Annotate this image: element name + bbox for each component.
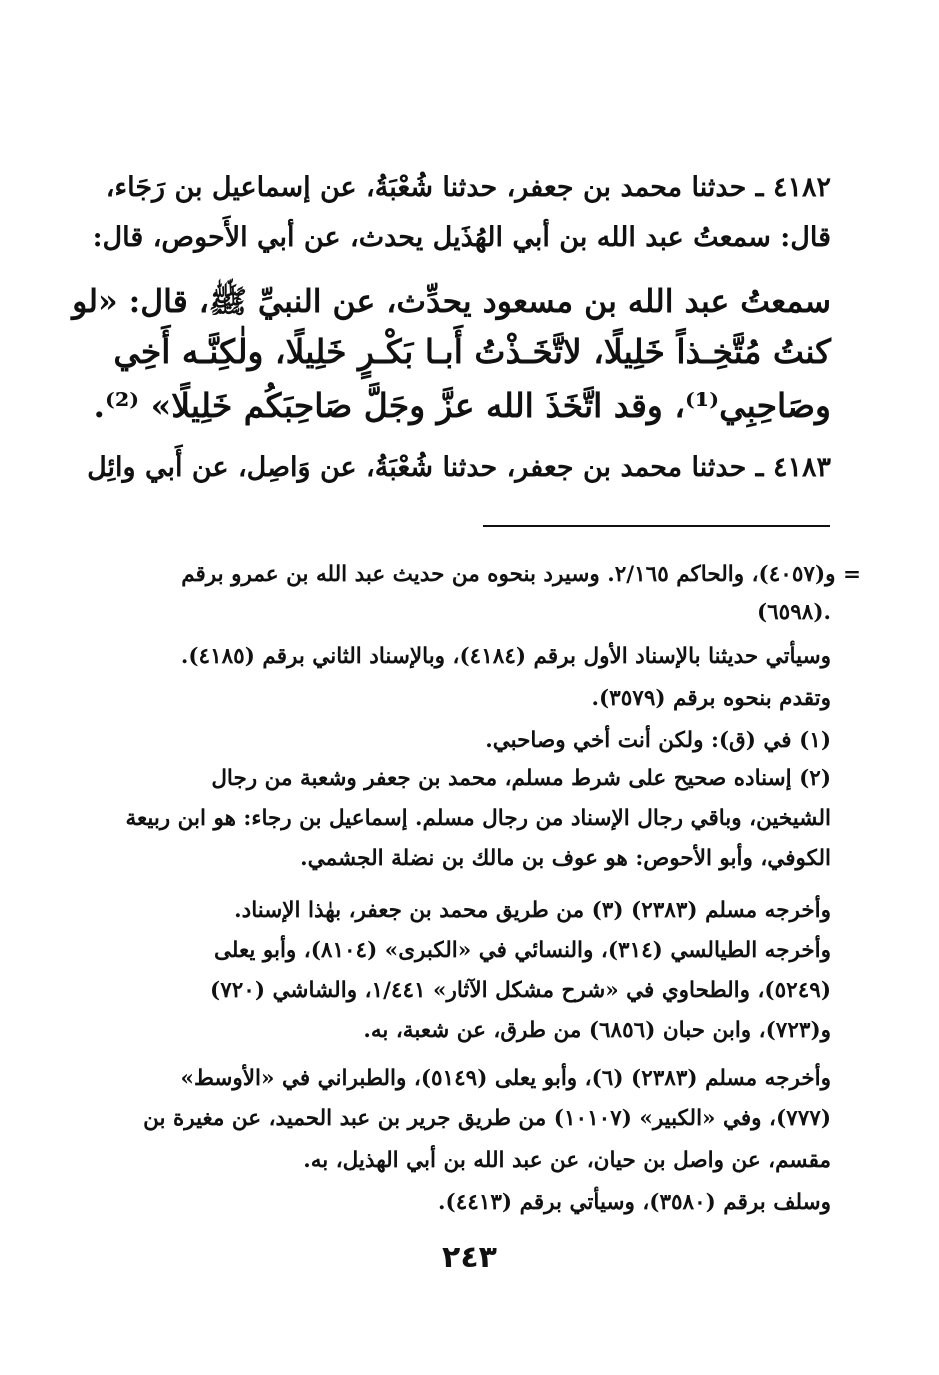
footnote-2: (٢) إسناده صحيح على شرط مسلم، محمد بن جعفر وشعبة من رجال: [211, 766, 831, 791]
hadith-4183-line-1: ٤١٨٣ ـ حدثنا محمد بن جعفر، حدثنا شُعْبَةُ، عن وَاصِل، عن أَبي وائِل: [87, 452, 831, 483]
footnote-line: وسيأتي حديثنا بالإسناد الأول برقم (٤١٨٤)، وبالإسناد الثاني برقم (٤١٨٥).: [180, 644, 831, 669]
footnote-line: وسلف برقم (٣٥٨٠)، وسيأتي برقم (٤٤١٣).: [438, 1190, 831, 1215]
hadith-4182-line-1: ٤١٨٢ ـ حدثنا محمد بن جعفر، حدثنا شُعْبَةُ، عن إسماعيل بن رَجَاء،: [105, 172, 831, 203]
footnote-line: وأخرجه مسلم (٢٣٨٣) (٣) من طريق محمد بن جعفر، بهٰذا الإسناد.: [234, 898, 831, 923]
footnote-line: مقسم، عن واصل بن حيان، عن عبد الله بن أبي الهذيل، به.: [303, 1148, 831, 1173]
footnote-line: وأخرجه مسلم (٢٣٨٣) (٦)، وأبو يعلى (٥١٤٩)، والطبراني في «الأوسط»: [180, 1066, 831, 1091]
footnote-line: الشيخين، وباقي رجال الإسناد من رجال مسلم. إسماعيل بن رجاء: هو ابن ربيعة: [125, 806, 831, 831]
hadith-4182-matn-1: سمعتُ عبد الله بن مسعود يحدِّث، عن النبيِّ ﷺ، قال: «لو: [72, 283, 831, 320]
footnote-line: وتقدم بنحوه برقم (٣٥٧٩).: [591, 686, 831, 711]
footnote-line: الكوفي، وأبو الأحوص: هو عوف بن مالك بن نضلة الجشمي.: [300, 846, 831, 871]
footnote-1: (١) في (ق): ولكن أنت أخي وصاحبي.: [485, 728, 831, 753]
footnote-line: و(٧٢٣)، وابن حبان (٦٨٥٦) من طرق، عن شعبة، به.: [363, 1018, 831, 1043]
footnote-line: = و(٤٠٥٧)، والحاكم ٢/١٦٥. وسيرد بنحوه من حديث عبد الله بن عمرو برقم: [181, 562, 861, 587]
footnote-line: (٧٧٧)، وفي «الكبير» (١٠١٠٧) من طريق جرير بن عبد الحميد، عن مغيرة بن: [143, 1106, 831, 1131]
footnote-line: (٥٢٤٩)، والطحاوي في «شرح مشكل الآثار» ١/٤٤١، والشاشي (٧٢٠): [210, 978, 831, 1003]
hadith-4182-matn-2: كنتُ مُتَّخِـذاً خَلِيلًا، لاتَّخَـذْتُ أَبـا بَكْـرٍ خَلِيلًا، ولٰكِنَّـه أَخِي: [113, 332, 831, 371]
hadith-4182-matn-3: وصَاحِبِي⁽¹⁾، وقد اتَّخَذَ الله عزَّ وجَلَّ صَاحِبَكُم خَلِيلًا» ⁽²⁾.: [93, 386, 831, 425]
footnote-separator-rule: [483, 525, 830, 527]
footnote-line: وأخرجه الطيالسي (٣١٤)، والنسائي في «الكبرى» (٨١٠٤)، وأبو يعلى: [213, 938, 831, 963]
hadith-4182-line-2: قال: سمعتُ عبد الله بن أبي الهُذَيل يحدث، عن أبي الأَحوص، قال:: [92, 222, 831, 253]
page-number: ٢٤٣: [442, 1240, 497, 1275]
footnote-line: (٦٥٩٨).: [756, 600, 831, 625]
